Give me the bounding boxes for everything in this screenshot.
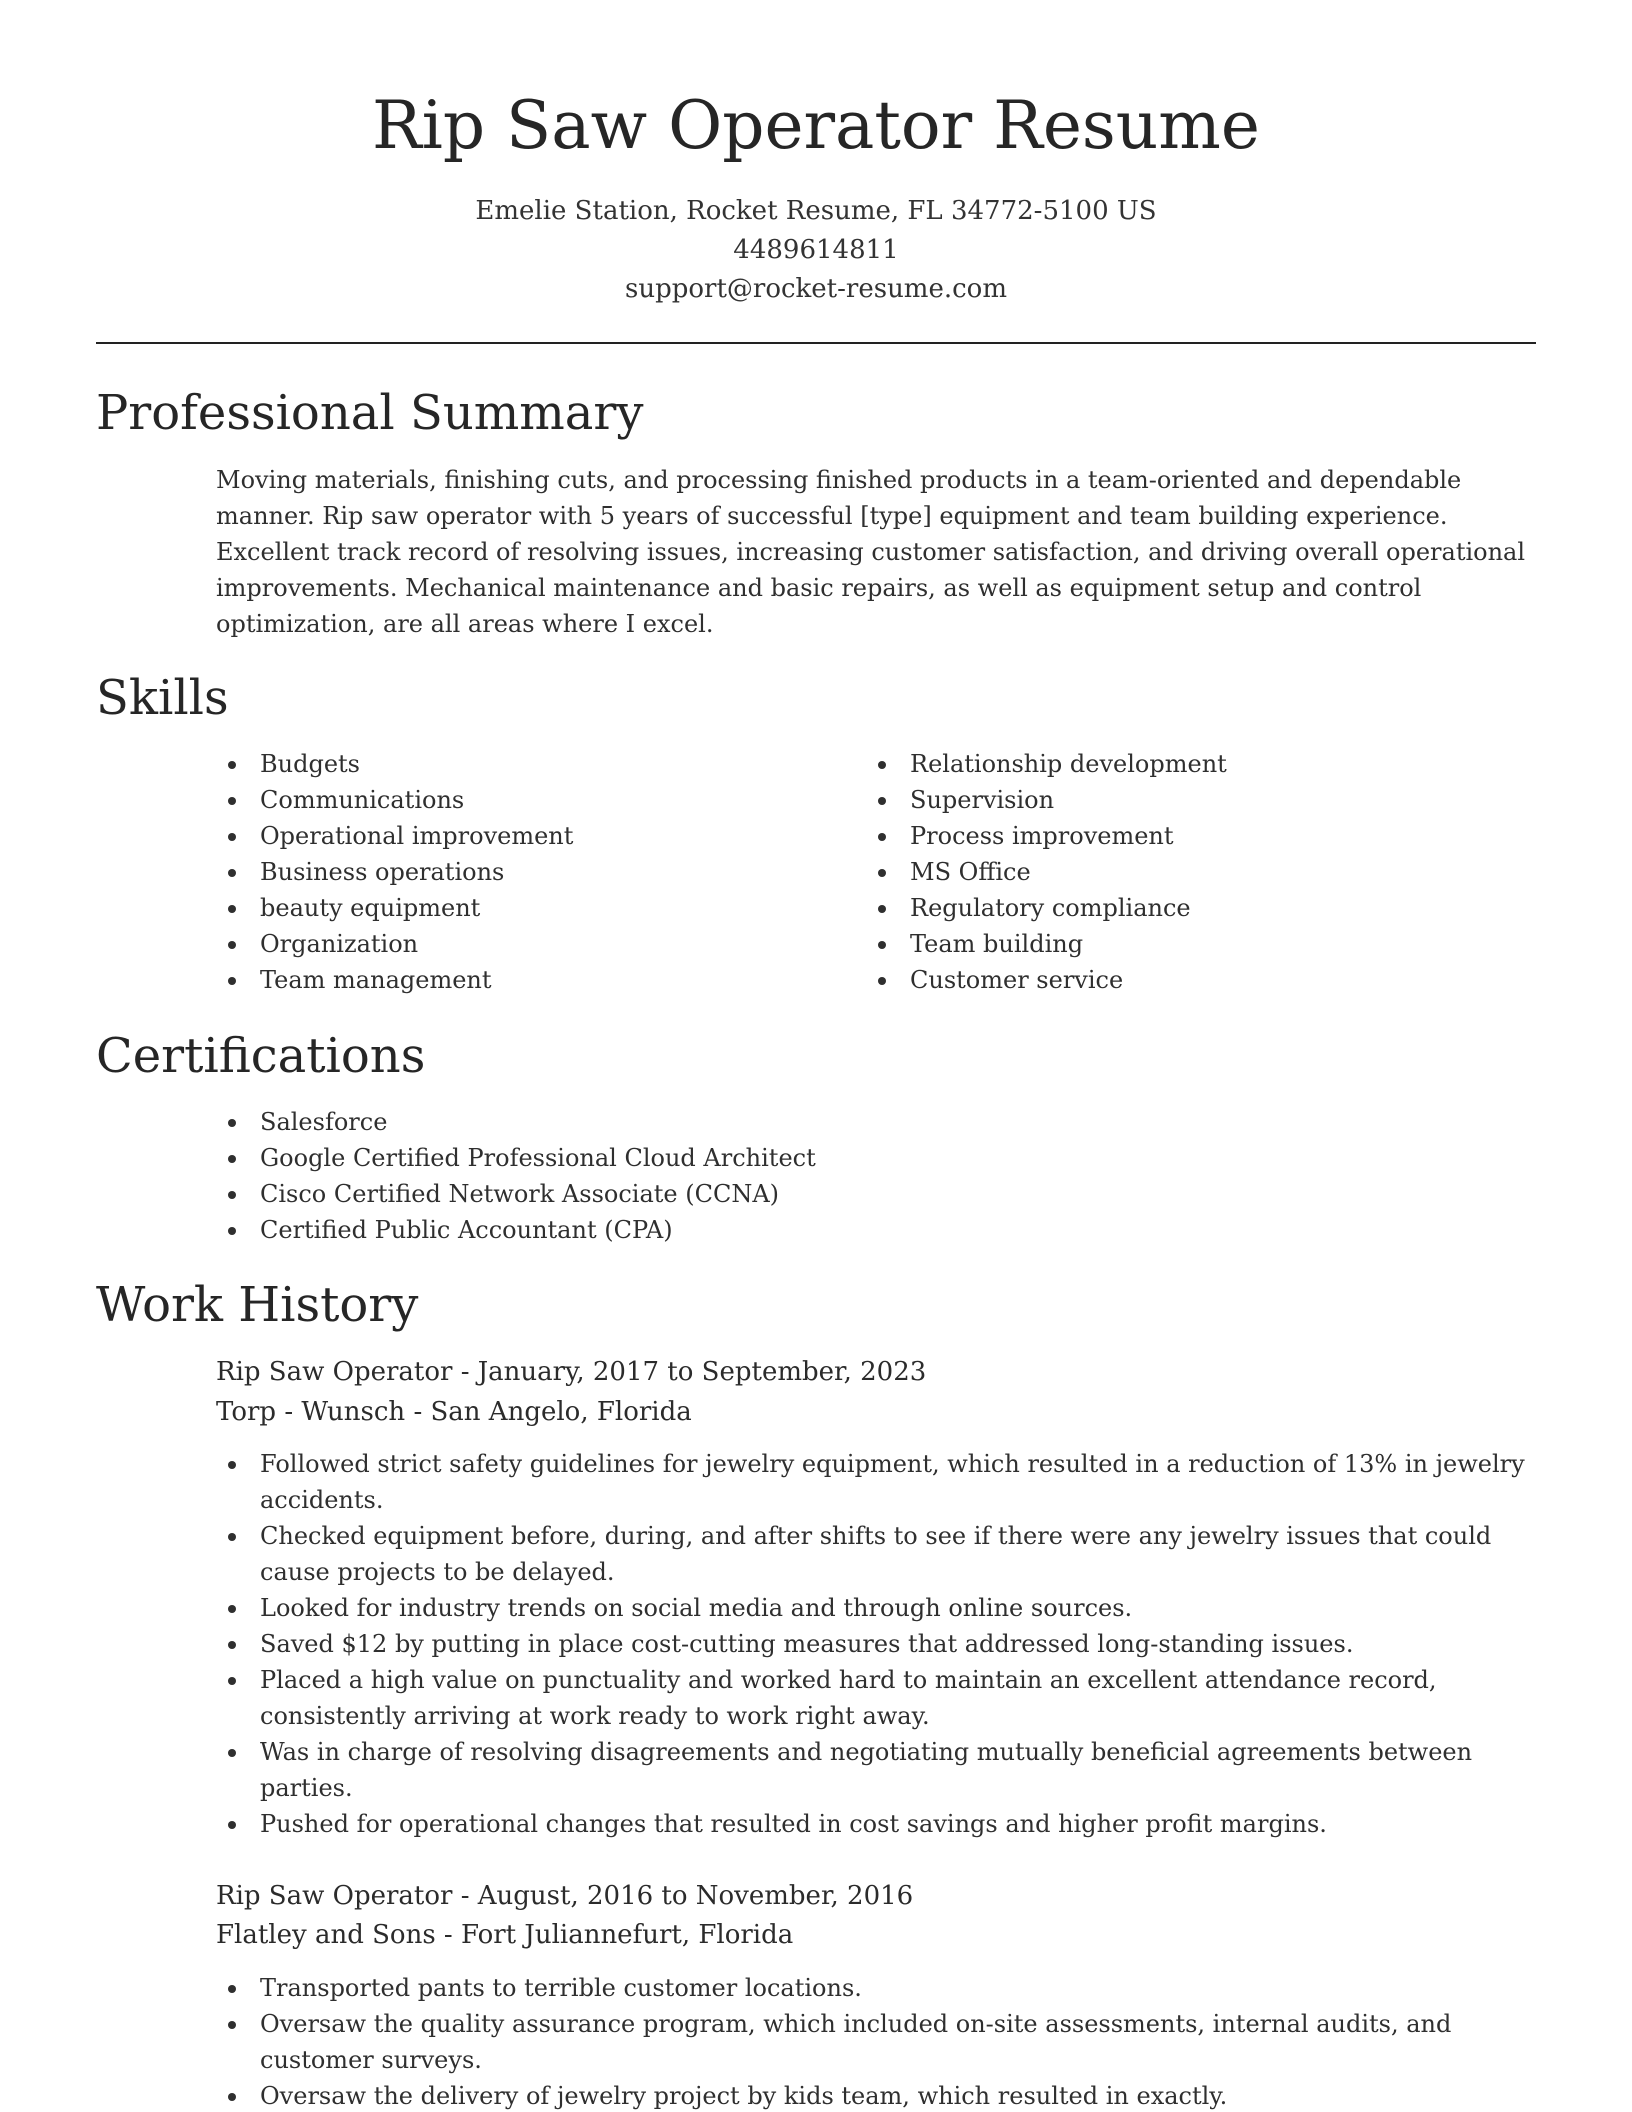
- skill-item: MS Office: [866, 854, 1227, 890]
- job-bullet: Transported pants to terrible customer locations.: [216, 1970, 1546, 2006]
- job-bullets: [216, 1446, 1546, 1842]
- certification-item: Google Certified Professional Cloud Architect: [216, 1140, 816, 1176]
- job-bullet: Looked for industry trends on social media and through online sources.: [216, 1590, 1546, 1626]
- job-bullet: Checked equipment before, during, and after shifts to see if there were any jewelry issues that could cause projects to be delayed.: [216, 1518, 1546, 1590]
- job-bullet: Saved $12 by putting in place cost-cutting measures that addressed long-standing issues.: [216, 1626, 1546, 1662]
- job-bullet: Oversaw the delivery of jewelry project by kids team, which resulted in exactly.: [216, 2078, 1546, 2112]
- skills-heading: Skills: [96, 670, 229, 726]
- skill-item: Supervision: [866, 782, 1227, 818]
- summary-text: Moving materials, finishing cuts, and processing finished products in a team-oriented and dependable manner. Rip saw operator with 5 years of successful [type] equipment and team building experience. Excellent track record of resolving issues, increasing customer satisfaction, and driving overall operational improvements. Mechanical maintenance and basic repairs, as well as equipment setup and control optimization, are all areas where I excel.: [216, 466, 1526, 638]
- skill-item: beauty equipment: [216, 890, 573, 926]
- skill-item: Regulatory compliance: [866, 890, 1227, 926]
- contact-address: Emelie Station, Rocket Resume, FL 34772-5100 US: [475, 196, 1157, 226]
- resume-title: Rip Saw Operator Resume: [372, 87, 1260, 164]
- certification-item: Salesforce: [216, 1104, 816, 1140]
- skill-item: Operational improvement: [216, 818, 573, 854]
- job-bullet: Was in charge of resolving disagreements and negotiating mutually beneficial agreements between parties.: [216, 1734, 1546, 1806]
- contact-block: [0, 192, 1632, 309]
- skill-item: Budgets: [216, 746, 573, 782]
- certifications-heading: Certifications: [96, 1028, 426, 1084]
- job-company-location: Torp - Wunsch - San Angelo, Florida: [216, 1397, 692, 1427]
- summary-heading: Professional Summary: [96, 385, 644, 441]
- skill-item: Business operations: [216, 854, 573, 890]
- job-bullet: Oversaw the quality assurance program, which included on-site assessments, internal audits, and customer surveys.: [216, 2006, 1546, 2078]
- skill-item: Relationship development: [866, 746, 1227, 782]
- job-role-dates: Rip Saw Operator - January, 2017 to September, 2023: [216, 1357, 927, 1387]
- job-company-location: Flatley and Sons - Fort Juliannefurt, Florida: [216, 1920, 794, 1950]
- skill-item: Organization: [216, 926, 573, 962]
- contact-phone: 4489614811: [733, 235, 899, 265]
- job-bullet: Followed strict safety guidelines for jewelry equipment, which resulted in a reduction of 13% in jewelry accidents.: [216, 1446, 1546, 1518]
- certifications-list: [216, 1104, 816, 1248]
- certification-item: Certified Public Accountant (CPA): [216, 1212, 816, 1248]
- skills-list-right: [866, 746, 1227, 998]
- skills-list-left: [216, 746, 573, 998]
- skill-item: Process improvement: [866, 818, 1227, 854]
- job-bullet: Placed a high value on punctuality and worked hard to maintain an excellent attendance record, consistently arriving at work ready to work right away.: [216, 1662, 1546, 1734]
- header-divider: [96, 342, 1536, 344]
- work-history-heading: Work History: [96, 1277, 419, 1333]
- job-bullet: Pushed for operational changes that resulted in cost savings and higher profit margins.: [216, 1806, 1546, 1842]
- skill-item: Team building: [866, 926, 1227, 962]
- job-bullets: [216, 1970, 1546, 2112]
- contact-email: support@rocket-resume.com: [624, 274, 1007, 304]
- certification-item: Cisco Certified Network Associate (CCNA): [216, 1176, 816, 1212]
- skill-item: Communications: [216, 782, 573, 818]
- skill-item: Customer service: [866, 962, 1227, 998]
- job-role-dates: Rip Saw Operator - August, 2016 to November, 2016: [216, 1881, 914, 1911]
- skill-item: Team management: [216, 962, 573, 998]
